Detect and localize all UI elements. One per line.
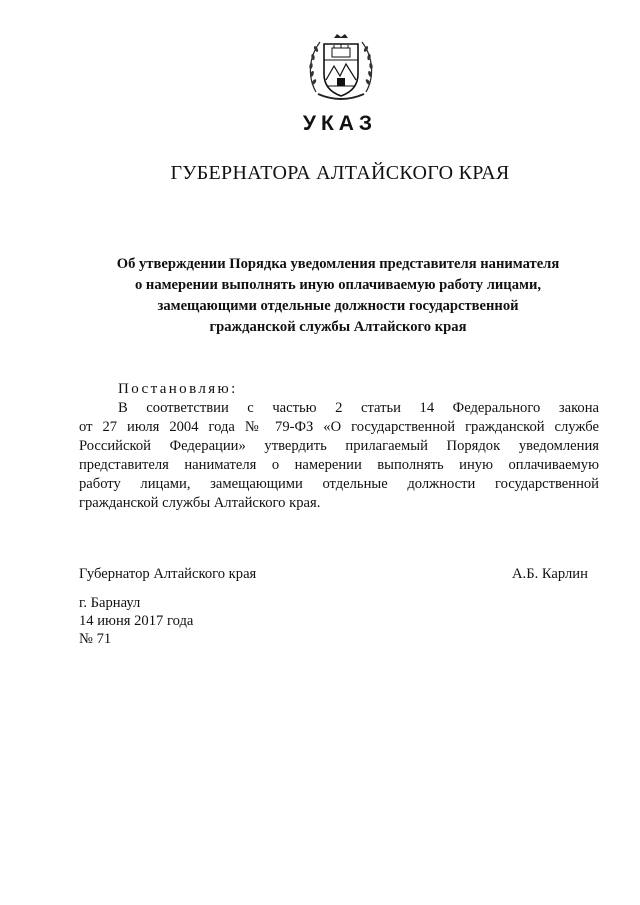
document-meta [79,594,193,648]
body-line: представителя нанимателя о намерении выполнять иную оплачиваемую [79,457,599,473]
body-line: Российской Федерации» утвердить прилагаемый Порядок уведомления [79,438,599,454]
issuer: ГУБЕРНАТОРА АЛТАЙСКОГО КРАЯ [170,162,510,184]
body-line: В соответствии с частью 2 статьи 14 Федерального закона [118,400,599,416]
signatory-name: А.Б. Карлин [512,566,588,582]
document-kind: УКАЗ [302,112,378,135]
title-line: Об утверждении Порядка уведомления представителя нанимателя [116,256,560,272]
title-line: гражданской службы Алтайского края [209,319,467,335]
signatory-position: Губернатор Алтайского края [79,566,257,582]
preamble: Постановляю: [118,381,238,397]
body-line: гражданской службы Алтайского края. [79,495,321,511]
title-line: замещающими отдельные должности государственной [157,298,519,314]
body-line: от 27 июля 2004 года № 79-ФЗ «О государственной гражданской службе [79,419,599,435]
decree-body [79,399,599,513]
body-line: работу лицами, замещающими отдельные должности государственной [79,476,599,492]
document-title [96,254,580,338]
document-number: № 71 [79,631,112,647]
date: 14 июня 2017 года [79,613,194,629]
coat-of-arms-icon [306,30,376,106]
place: г. Барнаул [79,595,141,611]
title-line: о намерении выполнять иную оплачиваемую работу лицами, [134,277,542,293]
